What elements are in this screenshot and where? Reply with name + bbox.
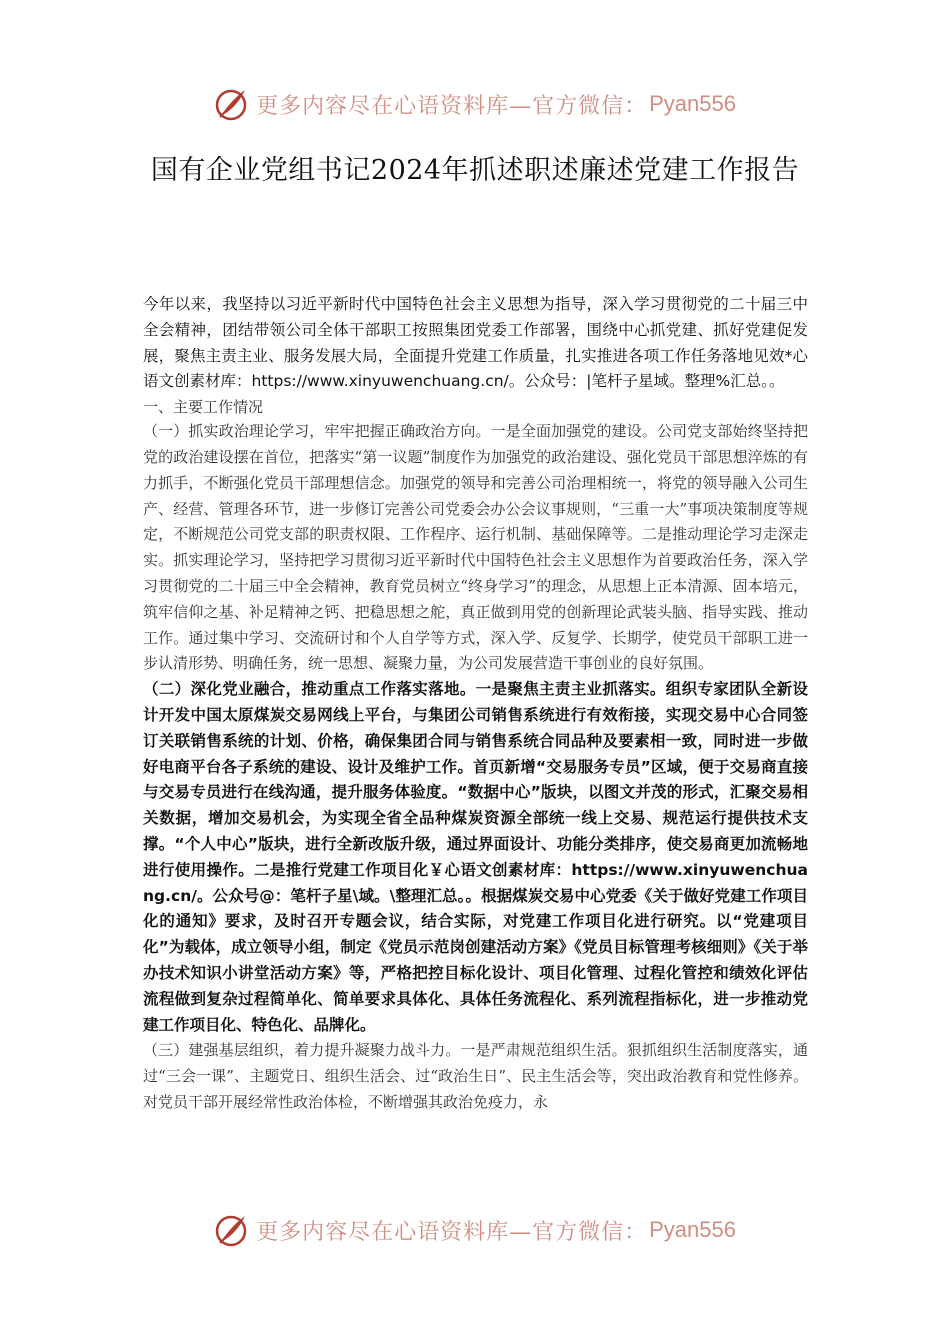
document-body — [143, 292, 808, 1116]
paragraph-2: （二）深化党业融合，推动重点工作落实落地。一是聚焦主责主业抓落实。组织专家团队全新设计开发中国太原煤炭交易网线上平台，与集团公司销售系统进行有效衔接，实现交易中心合同签订关联销售系统的计划、价格，确保集团合同与销售系统合同品种及要素相一致，同时进一步做好电商平台各子系统的建设、设计及维护工作。首页新增“交易服务专员”区域，便于交易商直接与交易专员进行在线沟通，提升服务体验度。“数据中心”版块，以图文并茂的形式，汇聚交易相关数据，增加交易机会，为实现全省全品种煤炭资源全部统一线上交易、规范运行提供技术支撑。“个人中心”版块，进行全新改版升级，通过界面设计、功能分类排序，使交易商更加流畅地进行使用操作。二是推行党建工作项目化￥心语文创素材库：https://www.xinyuwenchuang.cn/。公众号@：笔杆子星\域。\整理汇总。。根据煤炭交易中心党委《关于做好党建工作项目化的通知》要求，及时召开专题会议，结合实际，对党建工作项目化进行研究。以“党建项目化”为载体，成立领导小组，制定《党员示范岗创建活动方案》《党员目标管理考核细则》《关于举办技术知识小讲堂活动方案》等，严格把控目标化设计、项目化管理、过程化管控和绩效化评估流程做到复杂过程简单化、简单要求具体化、具体任务流程化、系列流程指标化，进一步推动党建工作项目化、特色化、品牌化。 — [143, 680, 808, 1034]
document-title: 国有企业党组书记2024年抓述职述廉述党建工作报告 — [150, 155, 800, 186]
paragraph-1: （一）抓实政治理论学习，牢牢把握正确政治方向。一是全面加强党的建设。公司党支部始终坚持把党的政治建设摆在首位，把落实“第一议题”制度作为加强党的政治建设、强化党员干部思想淬炼的有力抓手，不断强化党员干部理想信念。加强党的领导和完善公司治理相统一，将党的领导融入公司生产、经营、管理各环节，进一步修订完善公司党委会办公会议事规则，“三重一大”事项决策制度等规定，不断规范公司党支部的职责权限、工作程序、运行机制、基础保障等。二是推动理论学习走深走实。抓实理论学习，坚持把学习贯彻习近平新时代中国特色社会主义思想作为首要政治任务，深入学习贯彻党的二十届三中全会精神，教育党员树立“终身学习”的理念，从思想上正本清源、固本培元，筑牢信仰之基、补足精神之钙、把稳思想之舵，真正做到用党的创新理论武装头脑、指导实践、推动工作。通过集中学习、交流研讨和个人自学等方式，深入学、反复学、长期学，使党员干部职工进一步认清形势、明确任务，统一思想、凝聚力量，为公司发展营造干事创业的良好氛围。 — [143, 422, 808, 673]
section-heading: 一、主要工作情况 — [143, 398, 264, 417]
intro-paragraph: 今年以来，我坚持以习近平新时代中国特色社会主义思想为指导，深入学习贯彻党的二十届三中全会精神，团结带领公司全体干部职工按照集团党委工作部署，围绕中心抓党建、抓好党建促发展，聚焦主责主业、服务发展大局，全面提升党建工作质量，扎实推进各项工作任务落地见效*心语文创素材库：https://www.xinyuwenchuang.cn/。公众号：|笔杆子星域。整理%汇总。。 — [143, 295, 808, 391]
quill-logo-icon — [214, 86, 250, 122]
quill-logo-icon — [214, 1212, 250, 1248]
paragraph-3: （三）建强基层组织，着力提升凝聚力战斗力。一是严肃规范组织生活。狠抓组织生活制度落实，通过“三会一课”、主题党日、组织生活会、过“政治生日”、民主生活会等，突出政治教育和党性修养。对党员干部开展经常性政治体检，不断增强其政治免疫力，永 — [143, 1041, 808, 1111]
banner-text: 更多内容尽在心语资料库—官方微信： — [256, 93, 648, 119]
banner-contact: Pyan556 — [649, 91, 736, 116]
footer-banner — [0, 1208, 950, 1252]
header-banner — [0, 82, 950, 126]
banner-text: 更多内容尽在心语资料库—官方微信： — [256, 1219, 648, 1245]
banner-contact: Pyan556 — [649, 1217, 736, 1242]
